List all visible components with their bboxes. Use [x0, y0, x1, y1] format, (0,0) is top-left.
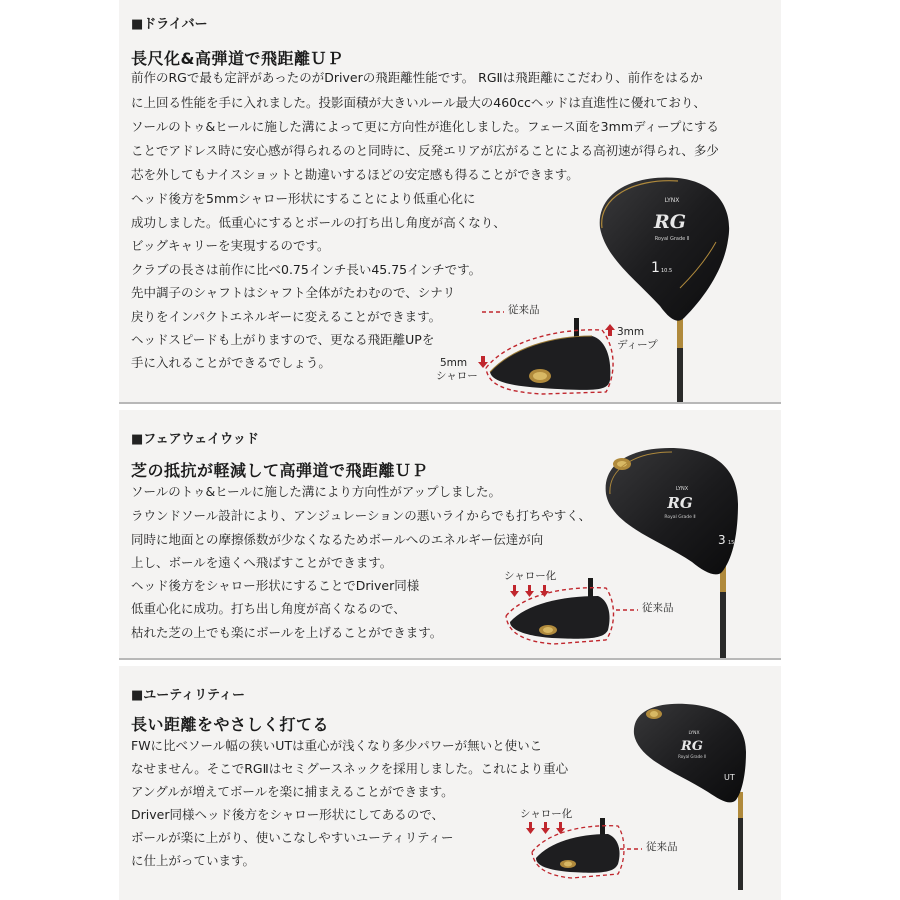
- driver-text-line: ことでアドレス時に安心感が得られるのと同時に、反発エリアが広がることによる高初速が得られ、多少: [131, 143, 719, 158]
- fairway-legacy-label: 従来品: [642, 602, 674, 614]
- utility-text-line: ボールが楽に上がり、使いこなしやすいユーティリティー: [131, 830, 454, 845]
- utility-brand-mark: LYNX: [688, 731, 700, 736]
- section-divider: [119, 402, 781, 404]
- utility-text-line: FWに比べソール幅の狭いUTは重心が浅くなり多少パワーが無いと使いこ: [131, 738, 543, 753]
- fairway-text-line: 低重心化に成功。打ち出し角度が高くなるので、: [131, 601, 406, 616]
- utility-legacy-label: 従来品: [646, 841, 678, 853]
- down-arrow-icon: [510, 585, 550, 597]
- utility-text-line: なせません。そこでRGⅡはセミグースネックを採用しました。これにより重心: [131, 761, 569, 776]
- section-title-fairway-wood: ■フェアウェイウッド: [131, 432, 259, 447]
- driver-text-line: 先中調子のシャフトはシャフト全体がたわむので、シナリ: [131, 285, 456, 300]
- fairway-wood-heading: 芝の抵抗が軽減して高弾道で飛距離ＵＰ: [131, 461, 429, 480]
- utility-grade-mark: Royal Grade Ⅱ: [678, 754, 706, 759]
- driver-text-line: ソールのトゥ&ヒールに施した溝によって更に方向性が進化しました。フェース面を3mmディープにする: [131, 119, 719, 134]
- utility-text-line: に仕上がっています。: [131, 853, 256, 868]
- section-title-utility: ■ユーティリティー: [131, 688, 245, 703]
- fairway-text-line: ヘッド後方をシャロー形状にすることでDriver同様: [131, 578, 420, 593]
- fairway-model-mark: RG: [667, 494, 693, 512]
- fairway-wood-club-image: [600, 444, 740, 658]
- down-arrow-icon: [478, 356, 488, 368]
- driver-text-line: 芯を外してもナイスショットと勘違いするほどの安定感も得ることができます。: [131, 167, 579, 182]
- fairway-text-line: ラウンドソール設計により、アンジュレーションの悪いライからでも打ちやすく、: [131, 508, 591, 523]
- utility-club-image: [630, 700, 750, 890]
- down-arrow-icon: [526, 822, 566, 834]
- driver-text-line: ヘッドスピードも上がりますので、更なる飛距離UPを: [131, 332, 435, 347]
- fairway-loft-mark: 15: [728, 540, 735, 546]
- driver-text-line: 手に入れることができるでしょう。: [131, 355, 331, 370]
- fairway-text-line: ソールのトゥ&ヒールに施した溝により方向性がアップしました。: [131, 484, 502, 499]
- driver-shallow-label: シャロー: [436, 370, 478, 382]
- utility-text-line: アングルが増えてボールを楽に捕まえることができます。: [131, 784, 454, 799]
- legacy-dash-icon: [616, 607, 638, 613]
- fairway-brand-mark: LYNX: [675, 486, 689, 492]
- utility-shallow-label: シャロー化: [520, 808, 573, 820]
- driver-text-line: に上回る性能を手に入れました。投影面積が大きいルール最大の460ccヘッドは直進性に優れており、: [131, 95, 706, 110]
- legacy-dash-icon: [482, 309, 504, 315]
- driver-heading: 長尺化&高弾道で飛距離ＵＰ: [131, 49, 344, 68]
- driver-model-mark: RG: [653, 211, 687, 233]
- fairway-text-line: 同時に地面との摩擦係数が少なくなるためボールへのエネルギー伝達が向: [131, 532, 544, 547]
- driver-grade-mark: Royal Grade Ⅱ: [654, 236, 690, 242]
- driver-loft-mark: 10.5: [661, 268, 673, 274]
- section-divider: [119, 658, 781, 660]
- driver-text-line: クラブの長さは前作に比べ0.75インチ長い45.75インチです。: [131, 262, 482, 277]
- fairway-text-line: 上し、ボールを遠くへ飛ばすことができます。: [131, 555, 393, 570]
- fairway-text-line: 枯れた芝の上でも楽にボールを上げることができます。: [131, 625, 443, 640]
- utility-text-line: Driver同様ヘッド後方をシャロー形状にしてあるので、: [131, 807, 444, 822]
- driver-deep-label: ディープ: [617, 339, 658, 351]
- driver-text-line: ヘッド後方を5mmシャロー形状にすることにより低重心化に: [131, 191, 476, 206]
- driver-text-line: ビッグキャリーを実現するのです。: [131, 238, 330, 253]
- driver-deep-value: 3mm: [617, 326, 645, 338]
- fairway-shallow-label: シャロー化: [504, 570, 557, 582]
- driver-number-mark: 1: [651, 260, 660, 276]
- driver-text-line: 前作のRGで最も定評があったのがDriverの飛距離性能です。 RGⅡは飛距離にこだわり、前作をはるか: [131, 70, 703, 85]
- utility-number-mark: UT: [724, 773, 735, 782]
- driver-text-line: 戻りをインパクトエネルギーに変えることができます。: [131, 309, 442, 324]
- driver-profile-diagram: [482, 318, 622, 398]
- section-title-driver: ■ドライバー: [131, 17, 208, 32]
- driver-legacy-label: 従来品: [508, 304, 540, 316]
- fairway-number-mark: 3: [718, 533, 726, 547]
- utility-model-mark: RG: [681, 739, 703, 754]
- driver-text-line: 成功しました。低重心にするとボールの打ち出し角度が高くなり、: [131, 215, 506, 230]
- driver-brand-mark: LYNX: [664, 197, 680, 204]
- fairway-grade-mark: Royal Grade Ⅱ: [664, 515, 696, 520]
- legacy-dash-icon: [620, 846, 642, 852]
- utility-heading: 長い距離をやさしく打てる: [131, 715, 330, 734]
- driver-shallow-value: 5mm: [440, 357, 468, 369]
- up-arrow-icon: [605, 324, 615, 336]
